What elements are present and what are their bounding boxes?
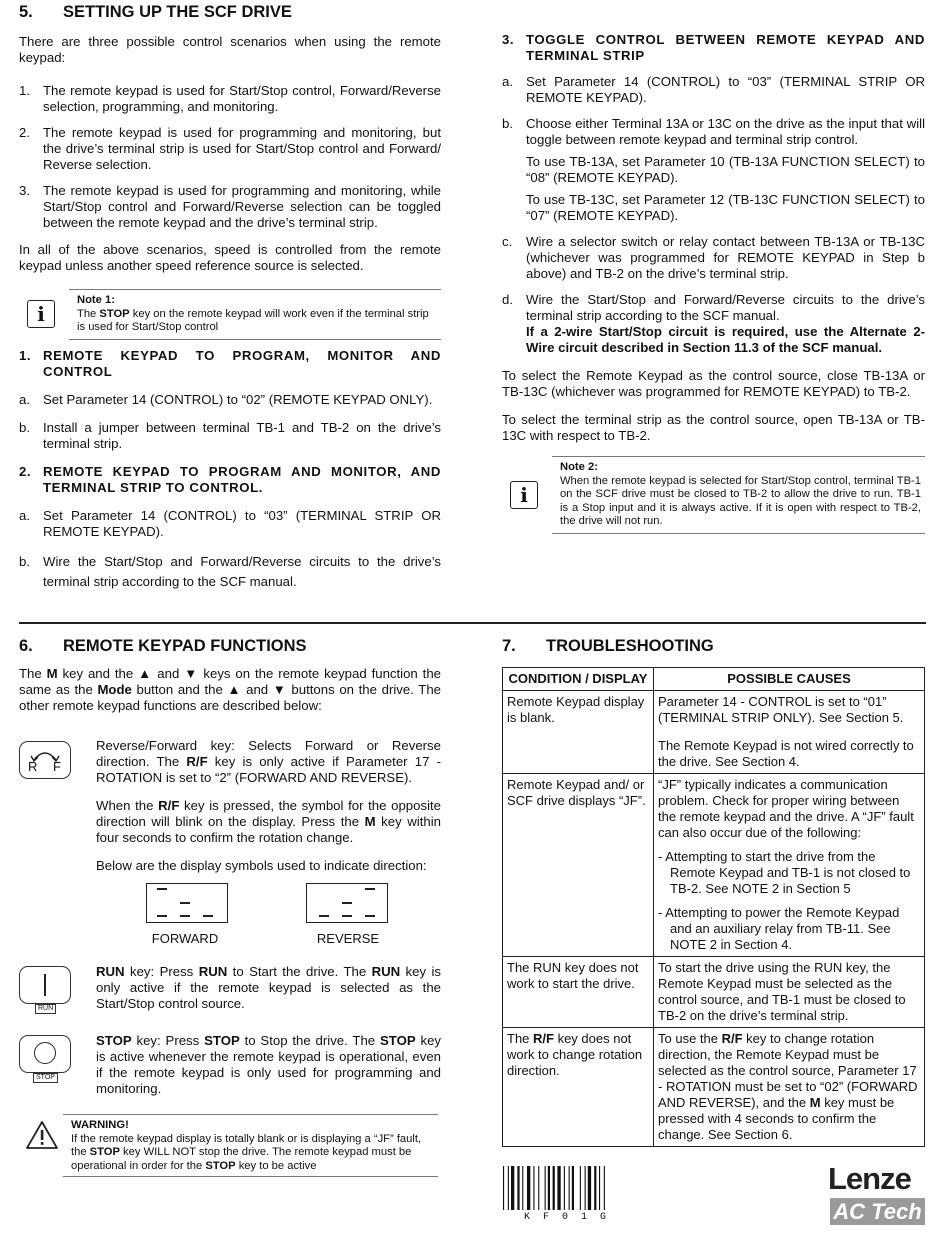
step-a: a. Set Parameter 14 (CONTROL) to “03” (TERMINAL STRIP OR REMOTE KEYPAD).: [502, 74, 925, 105]
intro-paragraph: There are three possible control scenarios when using the remote keypad:: [19, 34, 441, 65]
note-text: The STOP key on the remote keypad will work even if the terminal strip is used for Start/Stop control: [77, 307, 429, 333]
list-item: [19, 83, 441, 115]
causes-cell: “JF” typically indicates a communication problem. Check for proper wiring between the remote keypad and the drive. A “JF” fault can also occur due of the following: - Attempting to start the drive from the Remote Keypad and TB-1 is not closed to TB-2. See NOTE 2 in Section 5 - Attempting to power the Remote Keypad and an auxiliary relay from TB-11. See NOTE 2 in Section 4.: [654, 774, 925, 957]
step-b: b. Choose either Terminal 13A or 13C on the drive as the input that will toggle between remote keypad and terminal strip control. To use TB-13A, set Parameter 10 (TB-13A FUNCTION SELECT) to “08” (REMOTE KEYPAD). To use TB-13C, set Parameter 12 (TB-13C FUNCTION SELECT) to “07” (REMOTE KEYPAD).: [502, 116, 925, 223]
note-title: Note 1:: [77, 294, 115, 306]
section-7-heading: 7. TROUBLESHOOTING: [502, 637, 714, 655]
note-2: [502, 456, 925, 534]
rf-p3: Below are the display symbols used to indicate direction:: [96, 858, 427, 873]
warning-icon: [25, 1120, 59, 1150]
subsection-heading: 1. REMOTE KEYPAD TO PROGRAM, MONITOR AND CONTROL: [19, 347, 441, 379]
causes-cell: To use the R/F key to change rotation direction, the Remote Keypad must be selected as the control source, Parameter 17 - ROTATION must be set to “02” (FORWARD AND REVERSE), and the M key must be pressed with 4 seconds to confirm the change. See Section 6.: [654, 1028, 925, 1147]
info-icon: i: [510, 481, 538, 509]
condition-cell: The RUN key does not work to start the drive.: [503, 957, 654, 1028]
select-keypad-paragraph: To select the Remote Keypad as the control source, close TB-13A or TB-13C (whichever was programmed for REMOTE KEYPAD) to TB-2.: [502, 368, 925, 399]
stop-key-icon: [19, 1035, 71, 1073]
condition-cell: Remote Keypad and/ or SCF drive displays “JF”.: [503, 774, 654, 957]
run-key-label: RUN: [35, 1004, 56, 1014]
forward-label: FORWARD: [151, 931, 219, 946]
warning-text: If the remote keypad display is totally blank or is displaying a “JF” fault, the STOP key WILL NOT stop the drive. The remote keypad must be operational in order for the STOP key to be active: [71, 1132, 422, 1172]
rf-key-r: R: [28, 759, 38, 774]
reverse-label: REVERSE: [316, 931, 380, 946]
table-row: [503, 774, 925, 957]
actech-logo: AC Tech: [830, 1198, 925, 1225]
note-1: [19, 289, 441, 340]
condition-cell: The R/F key does not work to change rotation direction.: [503, 1028, 654, 1147]
rf-p2: When the R/F key is pressed, the symbol for the opposite direction will blink on the display. Press the M key within four seconds to confirm the rotation change.: [96, 798, 441, 845]
list-text: The remote keypad is used for Start/Stop control, Forward/Reverse selection, programming, and monitoring.: [43, 83, 441, 114]
warning-note: [19, 1114, 438, 1177]
section-6-intro: The M key and the ▲ and ▼ keys on the remote keypad function the same as the Mode button and the ▲ and ▼ buttons on the drive. The other remote keypad functions are described below:: [19, 666, 442, 713]
step-b-detail: To use TB-13C, set Parameter 12 (TB-13C FUNCTION SELECT) to “07” (REMOTE KEYPAD).: [526, 192, 925, 223]
step-a: a. Set Parameter 14 (CONTROL) to “02” (REMOTE KEYPAD ONLY).: [19, 391, 433, 407]
section-7: [502, 636, 925, 1147]
list-number: 2.: [19, 125, 30, 140]
subsection-heading: 3. TOGGLE CONTROL BETWEEN REMOTE KEYPAD AND TERMINAL STRIP: [502, 32, 925, 63]
list-item: [19, 125, 441, 173]
section-number: 5.: [19, 3, 33, 21]
list-text: The remote keypad is used for programming and monitoring, but the drive’s terminal strip is used for Start/Stop control and Forward/ Reverse selection.: [43, 125, 441, 172]
select-terminal-paragraph: To select the terminal strip as the control source, open TB-13A or TB-13C with respect to TB-2.: [502, 412, 925, 443]
run-key-description: RUN key: Press RUN to Start the drive. The RUN key is only active if the remote keypad is selected as the Start/Stop control source.: [96, 964, 442, 1011]
scenario-paragraph: In all of the above scenarios, speed is controlled from the remote keypad unless another speed reference source is selected.: [19, 242, 441, 273]
run-key-icon: [19, 966, 71, 1004]
step-d: d. Wire the Start/Stop and Forward/Reverse circuits to the drive’s terminal strip according to the SCF manual. If a 2-wire Start/Stop circuit is required, use the Alternate 2- Wire circuit described in Section 11.3 of the SCF manual.: [502, 292, 925, 355]
warning-title: WARNING!: [71, 1119, 129, 1131]
rf-key-description: [96, 738, 441, 874]
condition-cell: Remote Keypad display is blank.: [503, 691, 654, 774]
stop-key-label: STOP: [33, 1073, 58, 1083]
barcode: [503, 1166, 639, 1210]
barcode-text: KF01G: [524, 1212, 620, 1223]
troubleshooting-table: [502, 667, 925, 1147]
step-b-detail: To use TB-13A, set Parameter 10 (TB-13A FUNCTION SELECT) to “08” (REMOTE KEYPAD).: [526, 154, 925, 185]
stop-key-description: STOP key: Press STOP to Stop the drive. The STOP key is active whenever the remote keypad is operational, even if the remote keypad is only used for programming and monitoring.: [96, 1033, 441, 1096]
table-header-row: [503, 668, 925, 691]
column-header: CONDITION / DISPLAY: [503, 668, 654, 691]
list-number: 1.: [19, 83, 30, 98]
table-row: [503, 1028, 925, 1147]
column-header: POSSIBLE CAUSES: [654, 668, 925, 691]
list-number: 3.: [19, 183, 30, 198]
section-6: [19, 636, 441, 714]
reverse-display: [306, 883, 388, 923]
section-5-left: [19, 2, 441, 592]
list-text: The remote keypad is used for programming and monitoring, while Start/Stop control and Forward/Reverse selection can be toggled between the remote keypad and the drive’s terminal strip.: [43, 183, 441, 230]
step-b: b. Install a jumper between terminal TB-1 and TB-2 on the drive’s terminal strip.: [19, 419, 441, 451]
table-row: [503, 957, 925, 1028]
section-6-heading: 6. REMOTE KEYPAD FUNCTIONS: [19, 637, 307, 655]
rf-key-f: F: [53, 759, 61, 774]
rf-p1: Reverse/Forward key: Selects Forward or Reverse direction. The R/F key is only active if Parameter 17 - ROTATION is set to “2” (FORWARD AND REVERSE).: [96, 738, 442, 785]
rf-key-icon: [19, 741, 71, 779]
table-row: [503, 691, 925, 774]
info-icon: i: [27, 300, 55, 328]
step-c: c. Wire a selector switch or relay contact between TB-13A or TB-13C (whichever was programmed for REMOTE KEYPAD in Step b above) and TB-2 on the drive’s terminal strip.: [502, 234, 925, 281]
causes-cell: Parameter 14 - CONTROL is set to “01” (TERMINAL STRIP ONLY). See Section 5. The Remote Keypad is not wired correctly to the drive. See Section 4.: [654, 691, 925, 774]
section-5-heading: [19, 2, 441, 22]
section-5-right: [502, 32, 925, 534]
section-title: SETTING UP THE SCF DRIVE: [63, 3, 292, 21]
note-title: Note 2:: [560, 461, 598, 473]
subsection-heading: 2. REMOTE KEYPAD TO PROGRAM AND MONITOR, AND TERMINAL STRIP TO CONTROL.: [19, 463, 441, 495]
section-divider: [19, 622, 926, 624]
step-a: a. Set Parameter 14 (CONTROL) to “03” (TERMINAL STRIP OR REMOTE KEYPAD).: [19, 507, 441, 539]
forward-display: [146, 883, 228, 923]
list-item: [19, 183, 441, 231]
step-b: b. Wire the Start/Stop and Forward/Reverse circuits to the drive’s terminal strip according to the SCF manual.: [19, 553, 441, 589]
note-text: When the remote keypad is selected for Start/Stop control, terminal TB-1 on the SCF drive must be closed to TB-2 to allow the drive to run. TB-1 is a Stop input and it is always active. If it is open with respect to TB-2, the drive will not run.: [560, 474, 921, 527]
lenze-logo: Lenze: [828, 1161, 911, 1196]
causes-cell: To start the drive using the RUN key, the Remote Keypad must be selected as the control source, and TB-1 must be closed to TB-2 on the drive’s terminal strip.: [654, 957, 925, 1028]
